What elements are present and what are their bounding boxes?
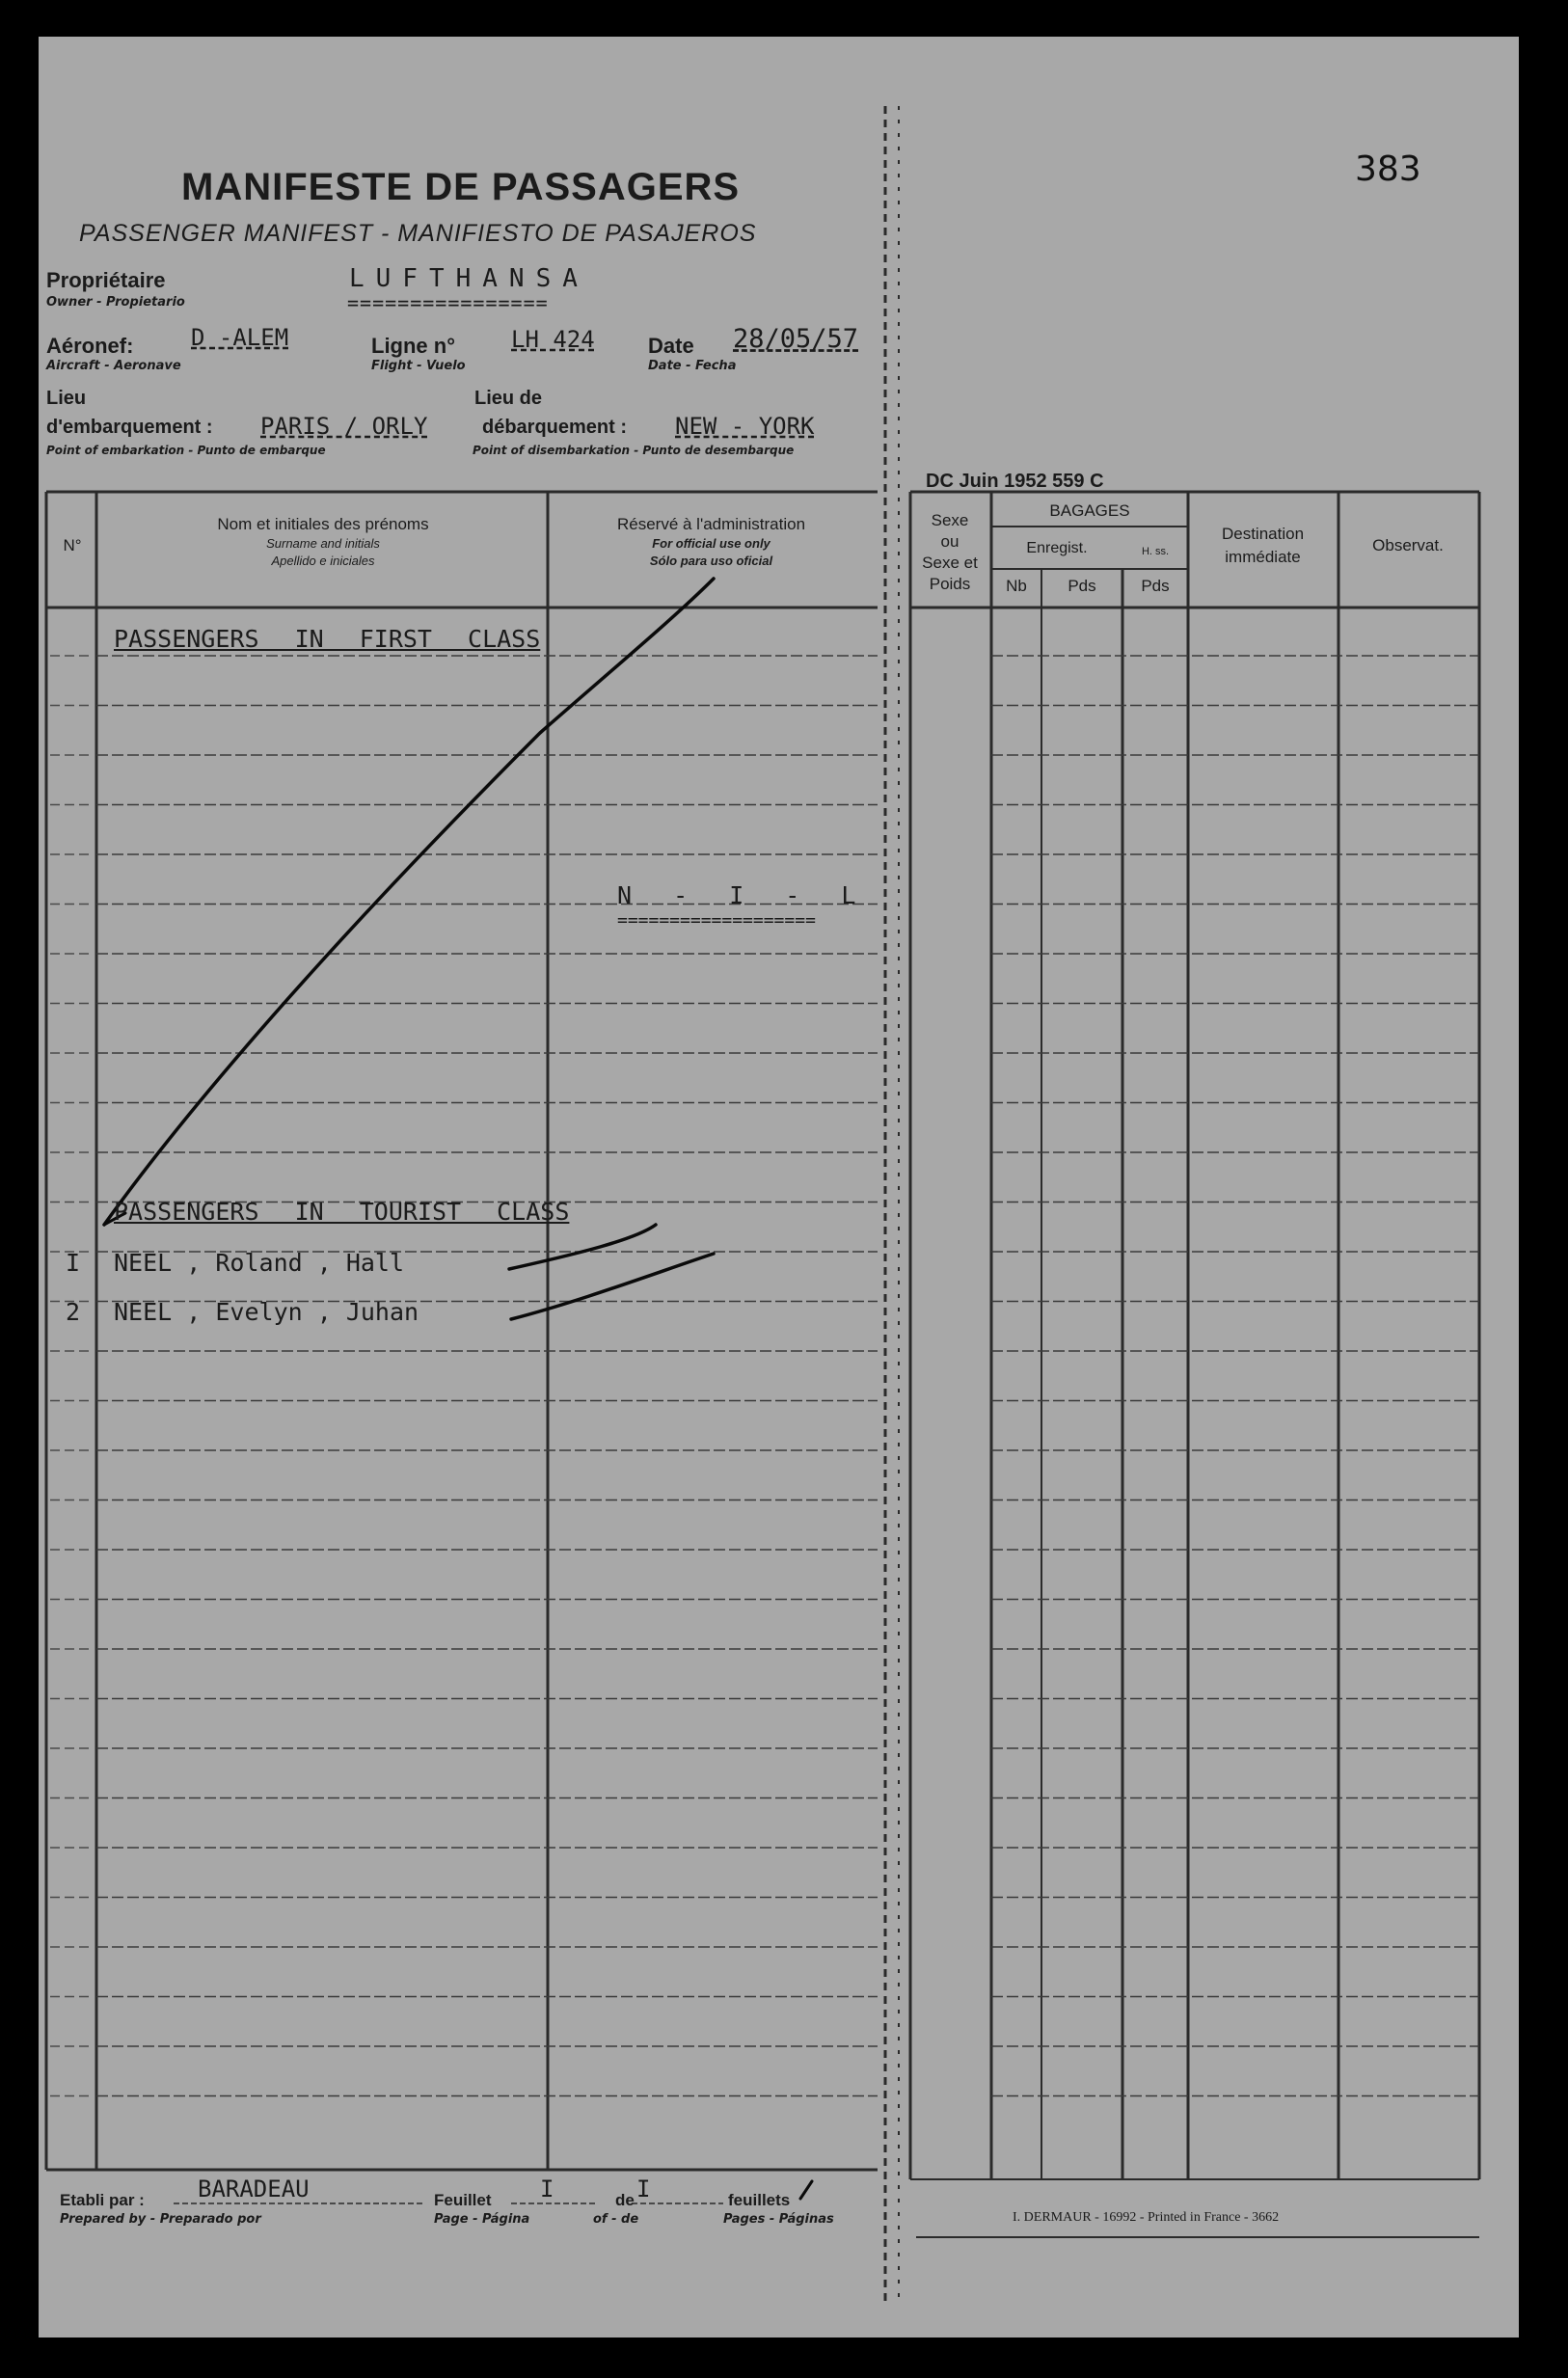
col-name-sub2: Apellido e iniciales <box>271 554 375 568</box>
disembark-value: NEW - YORK <box>675 413 815 440</box>
passenger-1-name: NEEL , Roland , Hall <box>114 1249 405 1277</box>
embark-label-line1: Lieu <box>46 388 87 409</box>
col-sex-l4: Poids <box>929 575 971 593</box>
embark-value: PARIS / ORLY <box>260 413 428 440</box>
passenger-1-no: I <box>66 1249 81 1277</box>
date-label: Date <box>648 334 694 358</box>
embark-label-line2: d'embarquement : <box>46 417 213 438</box>
col-no-header: N° <box>63 536 82 554</box>
page-number: 383 <box>1355 149 1421 189</box>
date-sublabel: Date - Fecha <box>648 359 737 373</box>
col-admin-sub1: For official use only <box>652 536 770 551</box>
nil-underline: =================== <box>617 910 816 931</box>
col-name-header: Nom et initiales des prénoms <box>217 515 429 533</box>
printer-imprint: I. DERMAUR - 16992 - Printed in France - 3662 <box>1013 2210 1280 2225</box>
embark-sublabel: Point of embarkation - Punto de embarque <box>46 444 326 457</box>
form-code: DC Juin 1952 559 C <box>926 471 1104 492</box>
manifest-subtitle: PASSENGER MANIFEST - MANIFIESTO DE PASAJEROS <box>79 220 757 247</box>
col-hs: H. ss. <box>1141 546 1170 557</box>
col-enregist: Enregist. <box>1026 540 1088 556</box>
col-observ: Observat. <box>1372 536 1444 554</box>
pen-stroke-passenger-2 <box>511 1254 714 1319</box>
col-pds2: Pds <box>1141 577 1170 595</box>
sheets-sublabel: Pages - Páginas <box>723 2212 834 2227</box>
tourist-class-heading: PASSENGERS IN TOURIST CLASS <box>114 1198 570 1226</box>
of-label: de <box>615 2191 635 2209</box>
col-pds1: Pds <box>1068 577 1096 595</box>
owner-value: LUFTHANSA <box>349 264 589 293</box>
nil-text: N - I - L <box>617 881 856 909</box>
owner-sublabel: Owner - Propietario <box>46 295 185 310</box>
col-name-sub1: Surname and initials <box>266 536 380 551</box>
pen-tick-footer <box>800 2181 812 2199</box>
of-sublabel: of - de <box>593 2212 639 2227</box>
of-value: I <box>636 2175 651 2202</box>
col-sex-l1: Sexe <box>931 511 969 529</box>
date-value: 28/05/57 <box>733 324 859 354</box>
prepared-sublabel: Prepared by - Preparado por <box>60 2212 261 2227</box>
aircraft-label: Aéronef: <box>46 334 134 358</box>
disembark-label-line1: Lieu de <box>474 388 543 409</box>
col-sex-l3: Sexe et <box>922 554 978 572</box>
col-admin-sub2: Sólo para uso oficial <box>649 554 773 568</box>
col-destination-l2: immédiate <box>1225 548 1301 566</box>
flight-sublabel: Flight - Vuelo <box>371 359 466 373</box>
col-destination-l1: Destination <box>1221 525 1305 543</box>
col-bagages: BAGAGES <box>1049 501 1130 520</box>
owner-underline: ================ <box>347 291 549 314</box>
first-class-heading: PASSENGERS IN FIRST CLASS <box>114 625 541 653</box>
col-admin-header: Réservé à l'administration <box>616 515 806 533</box>
col-sex-l2: ou <box>940 532 960 551</box>
pen-stroke-passenger-1 <box>509 1225 656 1269</box>
manifest-title: MANIFESTE DE PASSAGERS <box>181 166 741 208</box>
flight-value: LH 424 <box>511 326 595 353</box>
disembark-label-line2: débarquement : <box>482 417 628 438</box>
prepared-label: Etabli par : <box>60 2191 145 2209</box>
passenger-2-name: NEEL , Evelyn , Juhan <box>114 1298 419 1326</box>
owner-label: Propriétaire <box>46 268 166 292</box>
sheets-label: feuillets <box>728 2191 791 2209</box>
disembark-sublabel: Point of disembarkation - Punto de desembarque <box>473 444 795 457</box>
col-nb: Nb <box>1006 577 1027 595</box>
aircraft-sublabel: Aircraft - Aeronave <box>46 359 181 373</box>
passenger-2-no: 2 <box>66 1298 81 1326</box>
sheet-label: Feuillet <box>434 2191 492 2209</box>
sheet-sublabel: Page - Página <box>434 2212 530 2227</box>
aircraft-value: D -ALEM <box>191 324 289 351</box>
flight-label: Ligne n° <box>371 334 456 358</box>
prepared-value: BARADEAU <box>198 2175 310 2202</box>
sheet-value: I <box>540 2175 554 2202</box>
